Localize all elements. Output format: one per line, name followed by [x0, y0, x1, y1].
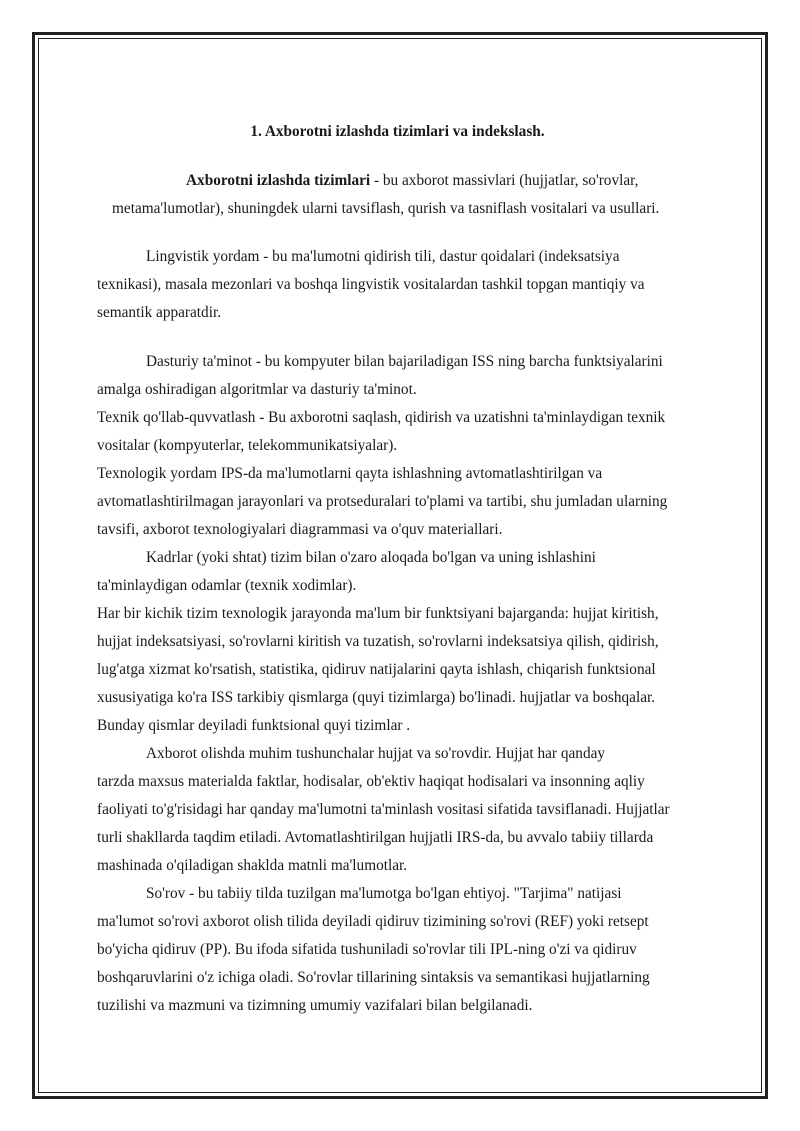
text-line: semantik apparatdir.	[97, 304, 222, 321]
text-line: Texnik qo'llab-quvvatlash - Bu axborotni saqlash, qidirish va uzatishni ta'minlaydigan texnik	[97, 409, 666, 426]
paragraph-dasturiy	[97, 348, 703, 404]
paragraph-texnologik	[97, 460, 703, 544]
definition-line-2: metama'lumotlar), shuningdek ularni tavsiflash, qurish va tasniflash vositalari va usullari.	[112, 200, 660, 217]
paragraph-texnik	[97, 404, 703, 460]
text-line: bo'yicha qidiruv (PP). Bu ifoda sifatida tushuniladi so'rovlar tili IPL-ning o'zi va qidiruv	[97, 941, 637, 958]
text-line: faoliyati to'g'risidagi har qanday ma'lumotni ta'minlash vositasi sifatida tavsiflanadi. Hujjatlar	[97, 801, 670, 818]
text-line: Dasturiy ta'minot - bu kompyuter bilan bajariladigan ISS ning barcha funktsiyalarini	[146, 353, 663, 370]
text-line: Texnologik yordam IPS-da ma'lumotlarni qayta ishlashning avtomatlashtirilgan va	[97, 465, 603, 482]
text-line: xususiyatiga ko'ra ISS tarkibiy qismlarga (quyi tizimlarga) bo'linadi. hujjatlar va boshqalar.	[97, 689, 656, 706]
text-line: Kadrlar (yoki shtat) tizim bilan o'zaro aloqada bo'lgan va uning ishlashini	[146, 549, 596, 566]
text-line: turli shakllarda taqdim etiladi. Avtomatlashtirilgan hujjatli IRS-da, bu avvalo tabiiy tillarda	[97, 829, 654, 846]
text-line: ta'minlaydigan odamlar (texnik xodimlar).	[97, 577, 357, 594]
text-line: Bunday qismlar deyiladi funktsional quyi tizimlar .	[97, 717, 411, 734]
text-line: Har bir kichik tizim texnologik jarayonda ma'lum bir funktsiyani bajarganda: hujjat kiritish,	[97, 605, 659, 622]
text-line: So'rov - bu tabiiy tilda tuzilgan ma'lumotga bo'lgan ehtiyoj. "Tarjima" natijasi	[146, 885, 622, 902]
text-line: amalga oshiradigan algoritmlar va dasturiy ta'minot.	[97, 381, 417, 398]
text-line: Lingvistik yordam - bu ma'lumotni qidirish tili, dastur qoidalari (indeksatsiya	[146, 248, 620, 265]
text-line: texnikasi), masala mezonlari va boshqa lingvistik vositalardan tashkil topgan mantiqiy va	[97, 276, 645, 293]
text-line: avtomatlashtirilmagan jarayonlari va protseduralari to'plami va tartibi, shu jumladan ularning	[97, 493, 668, 510]
document-body	[97, 118, 703, 1020]
paragraph-definition	[97, 167, 703, 223]
text-line: tarzda maxsus materialda faktlar, hodisalar, ob'ektiv haqiqat hodisalari va insonning aqliy	[97, 773, 645, 790]
text-line: tavsifi, axborot texnologiyalari diagrammasi va o'quv materiallari.	[97, 521, 503, 538]
paragraph-sorov	[97, 880, 703, 1020]
paragraph-lingvistik	[97, 243, 703, 327]
text-line: Axborot olishda muhim tushunchalar hujjat va so'rovdir. Hujjat har qanday	[146, 745, 606, 762]
defined-term: Axborotni izlashda tizimlari	[186, 172, 371, 189]
text-line: mashinada o'qiladigan shaklda matnli ma'lumotlar.	[97, 857, 408, 874]
definition-text: - bu axborot massivlari (hujjatlar, so'rovlar,	[370, 172, 639, 189]
document-title: 1. Axborotni izlashda tizimlari va indekslash.	[250, 123, 545, 140]
text-line: ma'lumot so'rovi axborot olish tilida deyiladi qidiruv tizimining so'rovi (REF) yoki retsept	[97, 913, 649, 930]
text-line: tuzilishi va mazmuni va tizimning umumiy vazifalari bilan belgilanadi.	[97, 997, 533, 1014]
paragraph-kadrlar	[97, 544, 703, 600]
paragraph-kichik-tizim	[97, 600, 703, 740]
text-line: lug'atga xizmat ko'rsatish, statistika, qidiruv natijalarini qayta ishlash, chiqarish funktsional	[97, 661, 656, 678]
text-line: boshqaruvlarini o'z ichiga oladi. So'rovlar tillarining sintaksis va semantikasi hujjatlarning	[97, 969, 650, 986]
text-line: vositalar (kompyuterlar, telekommunikatsiyalar).	[97, 437, 398, 454]
paragraph-axborot-olish	[97, 740, 703, 880]
text-line: hujjat indeksatsiyasi, so'rovlarni kiritish va tuzatish, so'rovlarni indeksatsiya qilish, qidirish,	[97, 633, 659, 650]
